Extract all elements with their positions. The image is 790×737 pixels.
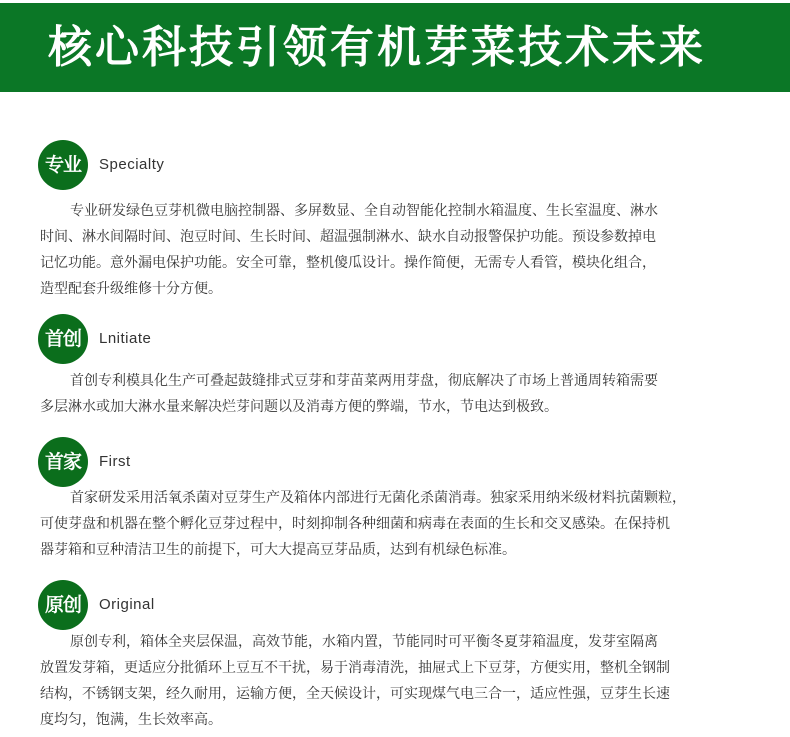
paragraph-line: 首创专利模具化生产可叠起鼓缝排式豆芽和芽苗菜两用芽盘，彻底解决了市场上普通周转箱需要: [70, 373, 658, 389]
paragraph-line: 原创专利，箱体全夹层保温，高效节能，水箱内置，节能同时可平衡冬夏芽箱温度，发芽室隔离: [70, 634, 658, 650]
paragraph-line: 时间、淋水间隔时间、泡豆时间、生长时间、超温强制淋水、缺水自动报警保护功能。预设参数掉电: [40, 229, 656, 245]
section-badge: 原创: [38, 580, 88, 630]
paragraph-line: 记忆功能。意外漏电保护功能。安全可靠，整机傻瓜设计。操作简便，无需专人看管，模块化组合，: [40, 255, 656, 271]
banner-title: 核心科技引领有机芽菜技术未来: [48, 22, 706, 73]
section-badge: 首家: [38, 437, 88, 487]
section-paragraph: [40, 198, 760, 302]
section-paragraph: [40, 485, 760, 563]
paragraph-line: 首家研发采用活氧杀菌对豆芽生产及箱体内部进行无菌化杀菌消毒。独家采用纳米级材料抗菌颗粒，: [70, 490, 686, 506]
paragraph-line: 专业研发绿色豆芽机微电脑控制器、多屏数显、全自动智能化控制水箱温度、生长室温度、淋水: [70, 203, 658, 219]
section-label: First: [99, 453, 131, 470]
paragraph-line: 器芽箱和豆种清洁卫生的前提下，可大大提高豆芽品质，达到有机绿色标准。: [40, 542, 516, 558]
paragraph-line: 造型配套升级维修十分方便。: [40, 281, 222, 297]
title-banner: [0, 3, 790, 92]
section-label: Specialty: [99, 156, 165, 173]
paragraph-line: 度均匀，饱满，生长效率高。: [40, 712, 222, 728]
section-badge: 专业: [38, 140, 88, 190]
section-paragraph: [40, 368, 760, 420]
section-paragraph: [40, 629, 760, 733]
section-label: Lnitiate: [99, 330, 152, 347]
paragraph-line: 可使芽盘和机器在整个孵化豆芽过程中，时刻抑制各种细菌和病毒在表面的生长和交叉感染。在保持机: [40, 516, 670, 532]
paragraph-line: 放置发芽箱，更适应分批循环上豆互不干扰，易于消毒清洗，抽屉式上下豆芽，方便实用，整机全钢制: [40, 660, 670, 676]
paragraph-line: 结构，不锈钢支架，经久耐用，运输方便，全天候设计，可实现煤气电三合一，适应性强，豆芽生长速: [40, 686, 670, 702]
paragraph-line: 多层淋水或加大淋水量来解决烂芽问题以及消毒方便的弊端，节水，节电达到极致。: [40, 399, 558, 415]
section-badge: 首创: [38, 314, 88, 364]
section-label: Original: [99, 596, 155, 613]
